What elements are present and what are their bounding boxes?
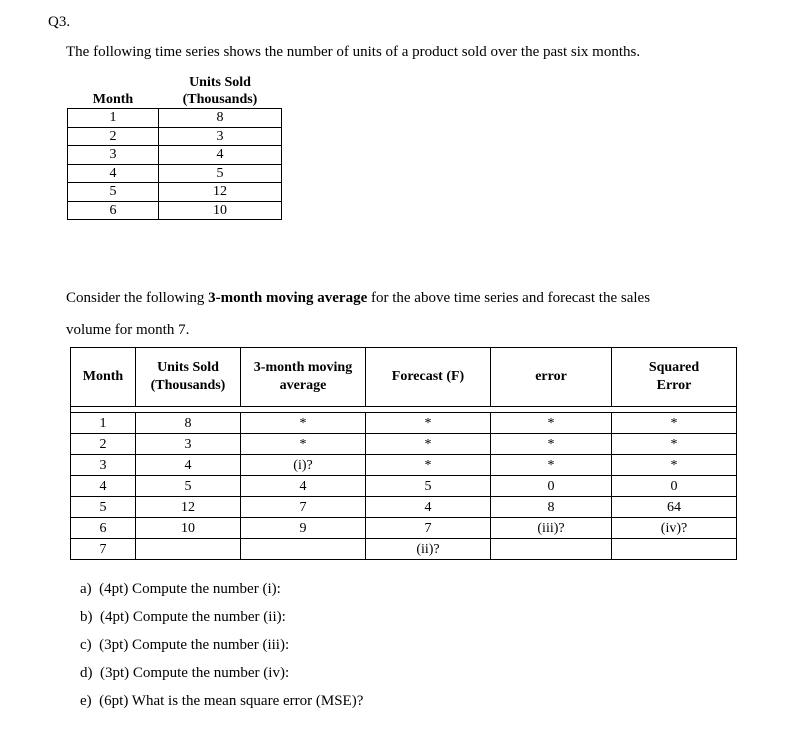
t2-ma-cell: *: [241, 413, 366, 434]
t2-units-cell: 5: [136, 476, 241, 497]
question-d: d) (3pt) Compute the number (iv):: [80, 665, 290, 681]
t2-units-cell: 12: [136, 497, 241, 518]
t2-forecast-cell: *: [366, 413, 491, 434]
units-sold-table: [67, 74, 282, 220]
t2-units-cell: 8: [136, 413, 241, 434]
t2-header-ma-line2: average: [279, 378, 327, 393]
question-a: a) (4pt) Compute the number (i):: [80, 581, 281, 597]
t1-units-cell: 3: [159, 127, 282, 146]
consider-after: for the above time series and forecast the sales: [367, 290, 651, 306]
t2-forecast-cell: 4: [366, 497, 491, 518]
t1-units-cell: 5: [159, 164, 282, 183]
t2-units-cell: 10: [136, 518, 241, 539]
t2-ma-cell: 7: [241, 497, 366, 518]
consider-before: Consider the following: [66, 290, 209, 306]
table-row: [71, 497, 737, 518]
t1-month-cell: 4: [68, 164, 159, 183]
t2-error-cell: *: [491, 434, 612, 455]
table-row: [68, 183, 282, 202]
question-list: [80, 575, 363, 715]
t2-header-units-line2: (Thousands): [150, 378, 226, 393]
t2-sq-cell: 0: [612, 476, 737, 497]
question-b: b) (4pt) Compute the number (ii):: [80, 609, 286, 625]
t2-header-units-line1: Units Sold: [157, 360, 219, 375]
t2-error-cell: *: [491, 413, 612, 434]
t1-month-cell: 5: [68, 183, 159, 202]
t1-units-cell: 8: [159, 109, 282, 128]
t1-month-cell: 2: [68, 127, 159, 146]
t2-header-forecast: Forecast (F): [366, 348, 491, 407]
t2-forecast-cell: 7: [366, 518, 491, 539]
table-row: [68, 109, 282, 128]
t1-header-units: [159, 74, 282, 109]
t2-month-cell: 7: [71, 539, 136, 560]
t2-header-moving-average: [241, 348, 366, 407]
table-row: [71, 413, 737, 434]
t2-error-cell: 8: [491, 497, 612, 518]
t2-ma-cell: *: [241, 434, 366, 455]
t2-units-cell: 4: [136, 455, 241, 476]
t1-units-cell: 4: [159, 146, 282, 165]
t2-month-cell: 3: [71, 455, 136, 476]
question-e: e) (6pt) What is the mean square error (MSE)?: [80, 693, 364, 709]
t2-forecast-cell: 5: [366, 476, 491, 497]
t2-units-cell: 3: [136, 434, 241, 455]
t2-units-cell: [136, 539, 241, 560]
t2-sq-cell: *: [612, 413, 737, 434]
question-c: c) (3pt) Compute the number (iii):: [80, 637, 290, 653]
t2-sq-cell: 64: [612, 497, 737, 518]
t1-month-cell: 6: [68, 201, 159, 220]
t1-header-units-line2: (Thousands): [182, 92, 258, 107]
table-row: [68, 164, 282, 183]
table-row: [71, 476, 737, 497]
t2-ma-cell: [241, 539, 366, 560]
t2-error-cell: [491, 539, 612, 560]
t2-sq-cell: *: [612, 455, 737, 476]
t2-month-cell: 5: [71, 497, 136, 518]
t2-error-cell: *: [491, 455, 612, 476]
t2-sq-cell: (iv)?: [612, 518, 737, 539]
t2-ma-cell: 9: [241, 518, 366, 539]
t2-error-cell: (iii)?: [491, 518, 612, 539]
t2-header-squared-error: [612, 348, 737, 407]
t1-units-cell: 10: [159, 201, 282, 220]
t1-month-cell: 1: [68, 109, 159, 128]
moving-average-table: [70, 347, 737, 560]
t1-units-cell: 12: [159, 183, 282, 202]
t2-header-units: [136, 348, 241, 407]
t2-sq-cell: *: [612, 434, 737, 455]
t2-ma-cell: (i)?: [241, 455, 366, 476]
table-row: [68, 201, 282, 220]
t2-header-sq-line1: Squared: [648, 360, 700, 375]
table-row: [71, 539, 737, 560]
intro-text: The following time series shows the number of units of a product sold over the past six months.: [66, 44, 641, 60]
consider-bold: 3-month moving average: [208, 290, 368, 306]
t2-month-cell: 1: [71, 413, 136, 434]
t1-month-cell: 3: [68, 146, 159, 165]
table-row: [68, 127, 282, 146]
table-row: [71, 434, 737, 455]
t2-month-cell: 6: [71, 518, 136, 539]
consider-text: [66, 290, 650, 307]
t2-month-cell: 4: [71, 476, 136, 497]
t2-forecast-cell: (ii)?: [366, 539, 491, 560]
consider-text-line2: volume for month 7.: [66, 322, 190, 338]
t1-header-month: Month: [68, 74, 159, 109]
t2-error-cell: 0: [491, 476, 612, 497]
t2-forecast-cell: *: [366, 434, 491, 455]
table-row: [71, 455, 737, 476]
t2-sq-cell: [612, 539, 737, 560]
t2-forecast-cell: *: [366, 455, 491, 476]
table-row: [68, 146, 282, 165]
table-row: [71, 518, 737, 539]
t2-month-cell: 2: [71, 434, 136, 455]
question-number: Q3.: [48, 14, 71, 30]
t1-header-units-line1: Units Sold: [189, 75, 251, 90]
t2-header-sq-line2: Error: [656, 378, 692, 393]
t2-header-ma-line1: 3-month moving: [253, 360, 353, 375]
t2-header-month: Month: [71, 348, 136, 407]
t2-header-error: error: [491, 348, 612, 407]
t2-ma-cell: 4: [241, 476, 366, 497]
